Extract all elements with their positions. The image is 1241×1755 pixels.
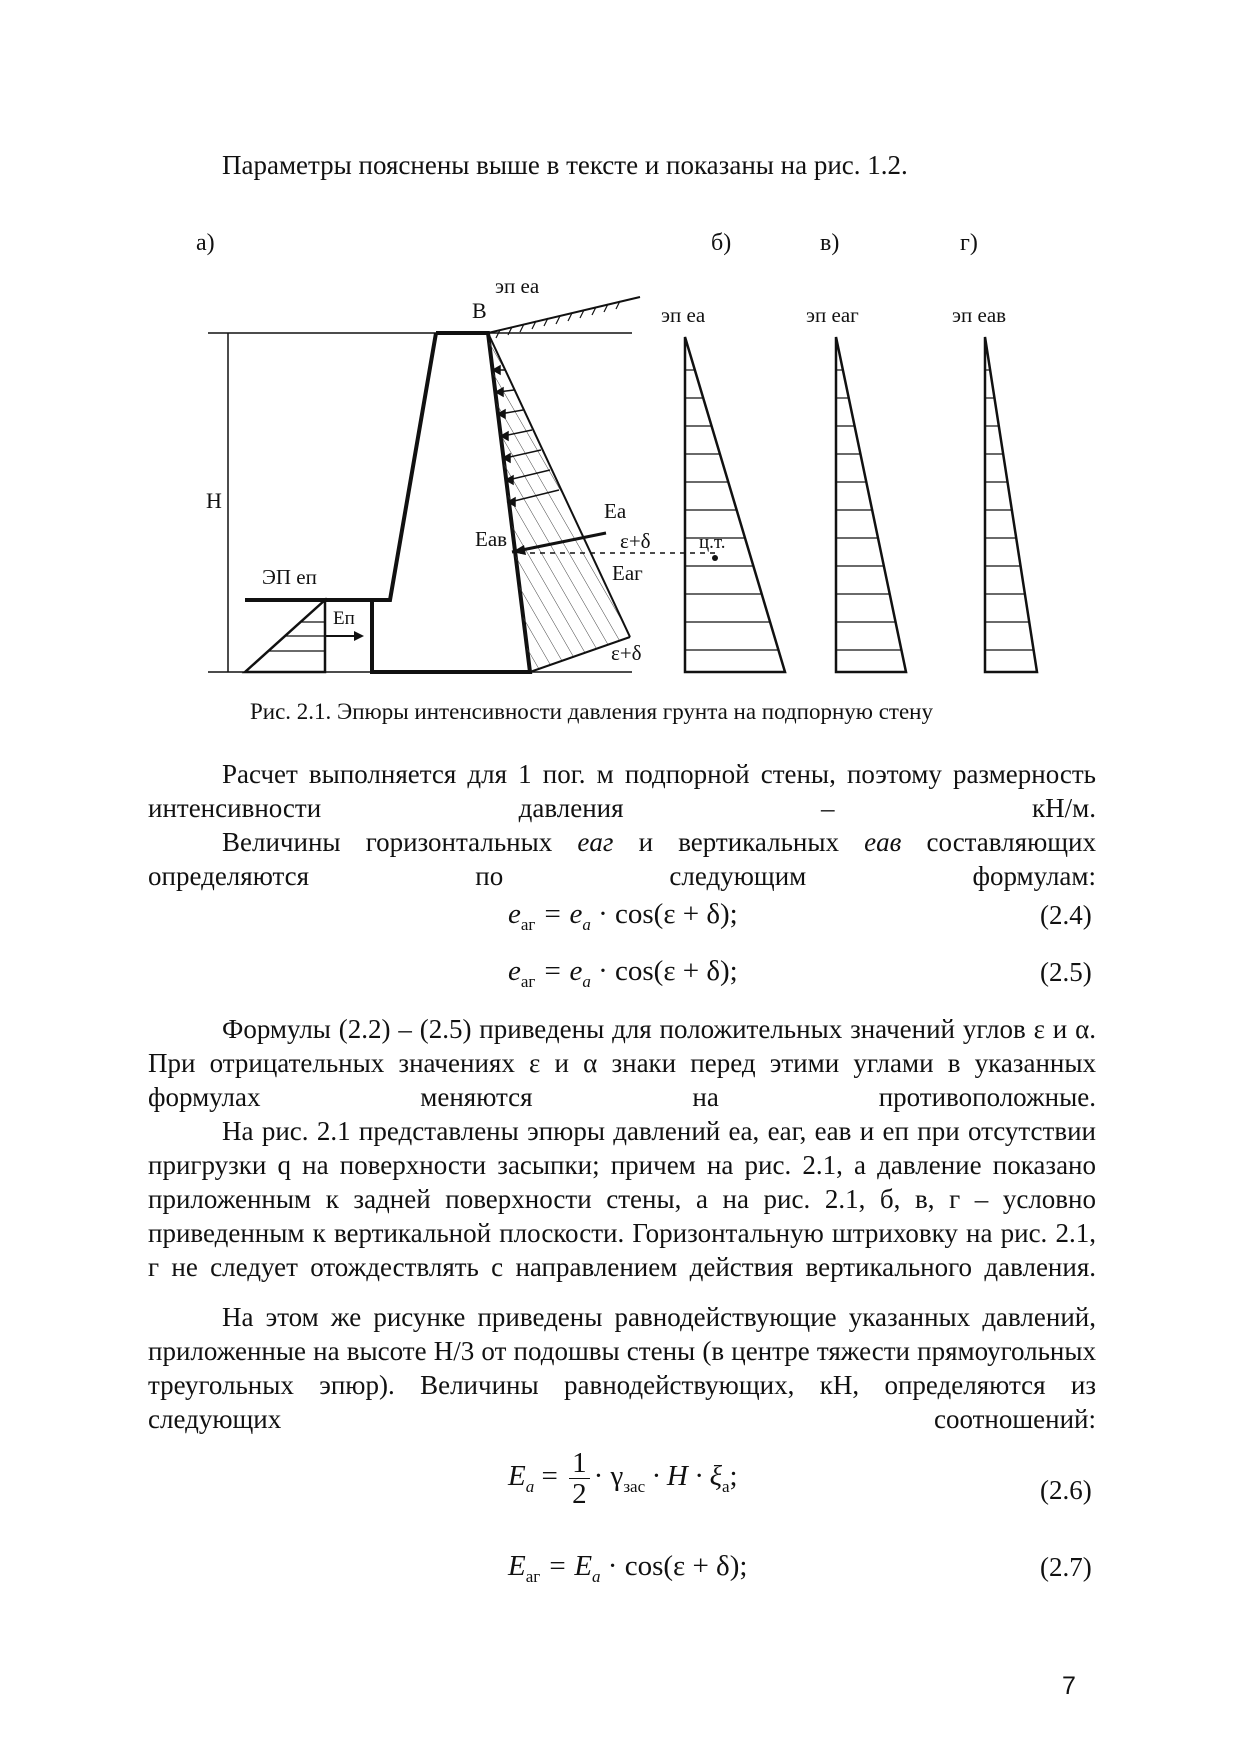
equation-number-2-5: (2.5): [1040, 957, 1092, 987]
label-Eag: Eаг: [612, 561, 643, 585]
diagram-g: [985, 337, 1037, 672]
intro-text: Параметры пояснены выше в тексте и показаны на рис. 1.2.: [222, 150, 908, 180]
label-En: Eп: [333, 608, 355, 629]
label-ct: ц.т.: [699, 532, 726, 553]
label-eps-delta-2: ε+δ: [611, 641, 642, 665]
paragraph-4: На рис. 2.1 представлены эпюры давлений eа, eаг, eав и eп при отсутствии пригрузки q на поверхности засыпки; причем на рис. 2.1, а давление показано приложенным к задней поверхности стены, а на рис. 2.1, б, в, г – условно приведенным к вертикальной плоскости. Горизонтальную штриховку на рис. 2.1, г не следует отождествлять с направлением действия вертикального давления.: [148, 1116, 1096, 1282]
label-ep-eag: эп eаг: [806, 303, 859, 327]
label-Ea: Eа: [604, 499, 627, 523]
equation-number-2-6: (2.6): [1040, 1475, 1092, 1505]
label-B: B: [472, 298, 487, 323]
paragraph-1: Расчет выполняется для 1 пог. м подпорной стены, поэтому размерность интенсивности давления – кН/м.: [148, 759, 1096, 823]
figure-caption: Рис. 2.1. Эпюры интенсивности давления грунта на подпорную стену: [250, 699, 933, 724]
paragraph-2: Величины горизонтальных eаг и вертикальных eав составляющих определяются по следующим формулам:: [148, 827, 1096, 891]
formula-2-5: $e_{аг} = e_a \cdot \cos(\varepsilon + \delta)$;: [508, 955, 738, 991]
label-eps-delta-1: ε+δ: [620, 529, 651, 553]
label-H: H: [206, 488, 222, 513]
panel-label-v: в): [820, 230, 840, 256]
formula-2-4: $e_{аг} = e_a \cdot \cos(\varepsilon + \delta)$;: [508, 898, 738, 934]
equation-number-2-7: (2.7): [1040, 1552, 1092, 1582]
paragraph-5: На этом же рисунке приведены равнодействующие указанных давлений, приложенные на высоте H/3 от подошвы стены (в центре тяжести прямоугольных треугольных эпюр). Величины равнодействующих, кН, определяются из следующих соотношений:: [148, 1302, 1096, 1434]
page-number: 7: [1062, 1672, 1076, 1700]
label-ep-eav: эп eав: [952, 303, 1007, 327]
figure-2-1: [0, 0, 1241, 740]
paragraph-3: Формулы (2.2) – (2.5) приведены для положительных значений углов ε и α. При отрицательных значениях ε и α знаки перед этими углами в указанных формулах меняются на противоположные.: [148, 1014, 1096, 1112]
label-ep-ea-b: эп ea: [661, 303, 706, 327]
label-ep-ea: эп ea: [495, 274, 540, 298]
diagram-v: [836, 337, 906, 672]
panel-label-g: г): [960, 230, 978, 256]
formula-2-7: $E_{аг} = E_a \cdot \cos(\varepsilon + \delta)$;: [508, 1550, 748, 1586]
diagram-b: [685, 337, 785, 672]
label-ep-en: ЭП eп: [262, 565, 317, 589]
equation-number-2-4: (2.4): [1040, 900, 1092, 930]
formula-2-6: $E_a$ = $\frac{1}{2}$ · $\gamma_{зас} \cdot H \cdot \xi_а$;: [508, 1447, 738, 1510]
label-Eav: Eав: [475, 527, 508, 551]
panel-label-b: б): [711, 230, 732, 256]
panel-label-a: а): [196, 230, 215, 256]
